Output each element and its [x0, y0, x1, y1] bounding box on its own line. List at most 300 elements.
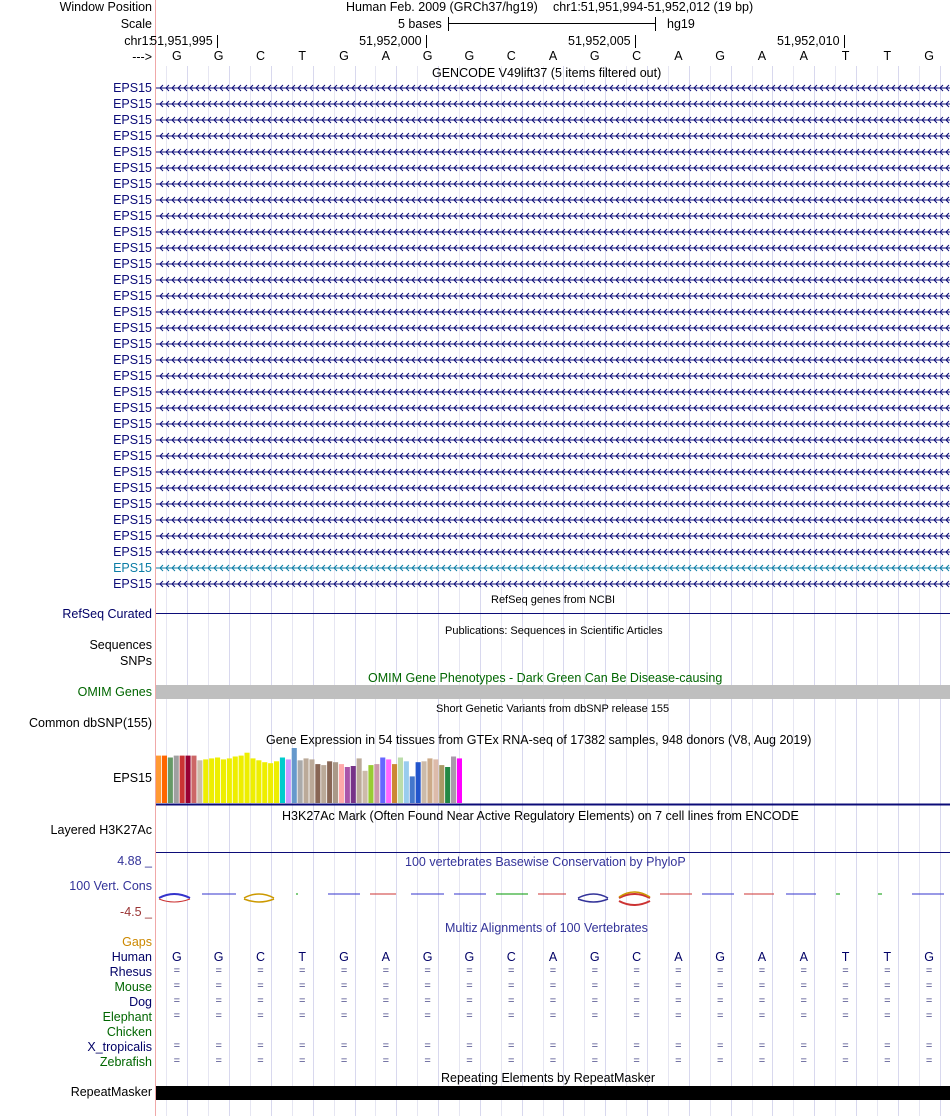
base-letter: A	[548, 49, 558, 63]
phylop-marks	[159, 892, 944, 905]
refseq-label[interactable]: RefSeq Curated	[62, 607, 152, 621]
gtex-tissue-bar	[209, 758, 214, 803]
gencode-gene-line[interactable]	[156, 515, 950, 525]
base-letter: T	[298, 49, 307, 63]
alignment-base: =	[884, 1055, 891, 1067]
base-letter: G	[339, 49, 349, 63]
repeatmasker-bar[interactable]	[156, 1086, 950, 1100]
phylop-signal[interactable]	[156, 885, 950, 911]
gencode-gene-label[interactable]: EPS15	[113, 321, 152, 335]
alignment-base: =	[299, 1055, 306, 1067]
alignment-base: =	[591, 1040, 598, 1052]
base-letter: A	[799, 49, 808, 63]
gtex-tissue-bar	[250, 758, 255, 803]
gencode-gene-line[interactable]	[156, 483, 950, 493]
gencode-gene-label[interactable]: EPS15	[113, 177, 152, 191]
alignment-base: =	[925, 995, 933, 1007]
alignment-base: =	[633, 1055, 640, 1067]
gtex-tissue-bar	[262, 762, 267, 803]
alignment-base: G	[213, 950, 224, 964]
base-letter: C	[632, 49, 642, 63]
gencode-gene-line[interactable]	[156, 291, 950, 301]
alignment-base: =	[299, 1010, 306, 1022]
omim-label[interactable]: OMIM Genes	[77, 685, 152, 699]
window-position-label: Window Position	[59, 0, 152, 14]
strand-label: --->	[132, 50, 152, 64]
gtex-tissue-bar	[233, 757, 238, 804]
gencode-gene-label[interactable]: EPS15	[113, 561, 152, 575]
h3k27ac-baseline	[156, 852, 950, 853]
alignment-base: =	[842, 965, 849, 977]
gtex-tissue-bar	[422, 761, 427, 803]
base-letter: C	[255, 49, 265, 63]
gencode-gene-line[interactable]	[156, 499, 950, 509]
dbsnp-label[interactable]: Common dbSNP(155)	[29, 716, 152, 730]
alignment-base: =	[675, 980, 682, 992]
repeatmasker-title: Repeating Elements by RepeatMasker	[441, 1071, 656, 1085]
gencode-gene-label[interactable]: EPS15	[113, 273, 152, 287]
gencode-gene-line[interactable]	[156, 275, 950, 285]
gencode-gene-label[interactable]: EPS15	[113, 305, 152, 319]
alignment-base: =	[382, 1040, 390, 1052]
gtex-tissue-bar	[215, 758, 220, 804]
gencode-gene-line[interactable]	[156, 131, 950, 141]
gtex-tissue-bar	[197, 760, 202, 803]
alignment-base: =	[591, 1055, 598, 1067]
alignment-base: =	[257, 1055, 264, 1067]
alignment-base: =	[466, 1010, 473, 1022]
alignment-base: C	[506, 950, 516, 964]
alignment-base: =	[716, 965, 724, 977]
gtex-tissue-bar	[221, 759, 226, 803]
alignment-base: =	[884, 980, 891, 992]
species-label[interactable]: Dog	[129, 995, 152, 1009]
alignment-base: =	[800, 980, 807, 992]
phylop-hump-4	[619, 894, 650, 905]
position-tick-mark	[217, 35, 218, 48]
gtex-tissue-bar	[156, 756, 161, 803]
gtex-tissue-bar	[386, 759, 391, 803]
gtex-bar-chart[interactable]	[156, 748, 950, 806]
gtex-tissue-bar	[191, 756, 196, 803]
alignment-base: =	[758, 980, 766, 992]
gencode-gene-label[interactable]: EPS15	[113, 513, 152, 527]
alignment-base: G	[172, 950, 182, 964]
alignment-base: A	[757, 950, 767, 964]
alignment-base: =	[299, 1040, 306, 1052]
alignment-base: =	[884, 1040, 891, 1052]
gencode-gene-label[interactable]: EPS15	[113, 433, 152, 447]
gencode-gene-label[interactable]: EPS15	[113, 209, 152, 223]
gtex-tissue-bar	[245, 753, 250, 803]
gencode-gene-label[interactable]: EPS15	[113, 161, 152, 175]
gtex-tissue-bar	[274, 761, 279, 803]
base-letter: G	[715, 49, 726, 63]
gencode-gene-label[interactable]: EPS15	[113, 481, 152, 495]
alignment-base: G	[464, 950, 475, 964]
alignment-base: =	[675, 965, 682, 977]
omim-gene-bar[interactable]	[156, 685, 950, 699]
alignment-base: =	[299, 965, 306, 977]
alignment-base: =	[466, 1040, 473, 1052]
alignment-base: =	[215, 1055, 222, 1067]
gaps-label[interactable]: Gaps	[122, 935, 152, 949]
alignment-base: =	[340, 1055, 348, 1067]
alignment-base: =	[215, 995, 222, 1007]
alignment-base: =	[591, 980, 598, 992]
alignment-base: G	[422, 950, 433, 964]
alignment-base: =	[884, 995, 891, 1007]
alignment-base: =	[424, 995, 431, 1007]
gtex-tissue-bar	[304, 758, 309, 803]
species-label[interactable]: X_tropicalis	[87, 1040, 152, 1054]
gencode-gene-line[interactable]	[156, 387, 950, 397]
alignment-base: =	[466, 1055, 473, 1067]
gtex-tissue-bar	[433, 759, 438, 803]
alignment-base: =	[633, 980, 640, 992]
alignment-base: =	[173, 1040, 181, 1052]
species-label[interactable]: Zebrafish	[99, 1055, 152, 1069]
species-label[interactable]: Rhesus	[109, 965, 152, 979]
alignment-base: =	[549, 1055, 557, 1067]
base-letter: A	[757, 49, 767, 63]
phylop-hump-1-under	[159, 899, 190, 902]
position-tick-label: 51,951,995	[150, 34, 213, 48]
alignment-base: T	[298, 950, 307, 964]
alignment-base: =	[675, 1010, 682, 1022]
alignment-base: =	[758, 965, 766, 977]
gtex-tissue-bar	[398, 758, 403, 804]
gencode-gene-label[interactable]: EPS15	[113, 337, 152, 351]
gencode-gene-label[interactable]: EPS15	[113, 113, 152, 127]
alignment-base: =	[633, 995, 640, 1007]
gtex-tissue-bar	[186, 756, 191, 803]
alignment-base: =	[716, 995, 724, 1007]
species-label[interactable]: Mouse	[114, 980, 152, 994]
gencode-gene-line[interactable]	[156, 227, 950, 237]
alignment-base: =	[633, 1010, 640, 1022]
gencode-gene-line[interactable]	[156, 99, 950, 109]
alignment-base: =	[507, 1040, 515, 1052]
alignment-base: =	[549, 1010, 557, 1022]
alignment-base: =	[842, 1055, 849, 1067]
gtex-tissue-bar	[321, 765, 326, 803]
gencode-title[interactable]: GENCODE V49lift37 (5 items filtered out)	[432, 66, 662, 80]
alignment-base: =	[424, 980, 431, 992]
gencode-gene-label[interactable]: EPS15	[113, 401, 152, 415]
alignment-base: =	[884, 1010, 891, 1022]
gtex-tissue-bar	[256, 760, 261, 803]
base-letter: G	[213, 49, 224, 63]
alignment-base: =	[800, 1055, 807, 1067]
gtex-tissue-bar	[239, 756, 244, 803]
gencode-gene-line[interactable]	[156, 195, 950, 205]
omim-title: OMIM Gene Phenotypes - Dark Green Can Be Disease-causing	[368, 671, 723, 685]
gtex-tissue-bar	[439, 765, 444, 803]
phylop-max: 4.88 _	[117, 854, 152, 868]
alignment-base: =	[591, 995, 598, 1007]
alignment-base: =	[466, 980, 473, 992]
alignment-base: G	[924, 950, 934, 964]
alignment-base: =	[340, 980, 348, 992]
species-label[interactable]: Human	[111, 950, 152, 964]
gencode-gene-line[interactable]	[156, 339, 950, 349]
gtex-tissue-bar	[162, 756, 167, 803]
alignment-base: =	[675, 995, 682, 1007]
alignment-base: =	[925, 1055, 933, 1067]
alignment-base: =	[716, 980, 724, 992]
position-tick-mark	[844, 35, 845, 48]
chrom-label: chr1:	[124, 34, 152, 48]
alignment-base: =	[507, 1010, 515, 1022]
gencode-gene-line[interactable]	[156, 211, 950, 221]
alignment-base: =	[549, 995, 557, 1007]
gtex-tissue-bar	[315, 764, 320, 803]
publications-title: Publications: Sequences in Scientific Articles	[445, 625, 663, 637]
gencode-gene-label[interactable]: EPS15	[113, 465, 152, 479]
alignment-base: =	[507, 995, 515, 1007]
alignment-base: =	[716, 1010, 724, 1022]
gtex-tissue-bar	[286, 759, 291, 803]
alignment-base: G	[339, 950, 349, 964]
gtex-tissue-bar	[351, 766, 356, 803]
phylop-hump-1	[159, 894, 190, 898]
gtex-tissue-bar	[392, 764, 397, 803]
alignment-base: =	[257, 1010, 264, 1022]
gencode-gene-label[interactable]: EPS15	[113, 257, 152, 271]
gencode-gene-label[interactable]: EPS15	[113, 385, 152, 399]
alignment-base: =	[424, 1040, 431, 1052]
gencode-gene-line[interactable]	[156, 563, 950, 573]
alignment-base: =	[257, 995, 264, 1007]
gencode-gene-label[interactable]: EPS15	[113, 225, 152, 239]
scale-label: Scale	[120, 17, 152, 31]
alignment-base: =	[215, 1040, 222, 1052]
alignment-base: =	[549, 980, 557, 992]
refseq-gene-line[interactable]	[156, 613, 950, 614]
alignment-base: =	[716, 1055, 724, 1067]
gtex-tissue-bar	[298, 760, 303, 803]
gtex-tissue-bar	[363, 771, 368, 803]
alignment-base: =	[382, 995, 390, 1007]
alignment-base: =	[173, 995, 181, 1007]
gtex-tissue-bar	[404, 761, 409, 803]
gencode-gene-line[interactable]	[156, 547, 950, 557]
base-letter: G	[589, 49, 600, 63]
alignment-base: =	[633, 965, 640, 977]
alignment-base: =	[842, 995, 849, 1007]
h3k27ac-label[interactable]: Layered H3K27Ac	[50, 823, 152, 837]
repeatmasker-label[interactable]: RepeatMasker	[70, 1085, 152, 1099]
alignment-base: A	[674, 950, 683, 964]
assembly-text: Human Feb. 2009 (GRCh37/hg19)	[346, 0, 538, 14]
alignment-base: =	[591, 1010, 598, 1022]
scale-db: hg19	[667, 17, 695, 31]
base-letter: G	[172, 49, 182, 63]
phylop-label[interactable]: 100 Vert. Cons	[69, 879, 152, 893]
alignment-base: =	[340, 1040, 348, 1052]
alignment-base: =	[215, 965, 222, 977]
position-tick-mark	[426, 35, 427, 48]
phylop-hump-3	[578, 894, 608, 902]
sequences-label[interactable]: Sequences	[89, 638, 152, 652]
gencode-gene-label[interactable]: EPS15	[113, 97, 152, 111]
base-letter: A	[674, 49, 683, 63]
gencode-gene-line[interactable]	[156, 403, 950, 413]
gtex-tissue-bar	[380, 758, 385, 804]
gtex-tissue-bar	[309, 759, 314, 803]
alignment-base: =	[382, 1010, 390, 1022]
alignment-base: =	[299, 995, 306, 1007]
base-letter: G	[422, 49, 433, 63]
alignment-base: =	[925, 980, 933, 992]
position-text[interactable]: chr1:51,951,994-51,952,012 (19 bp)	[553, 0, 754, 14]
gtex-tissue-bar	[327, 761, 332, 803]
alignment-base: =	[382, 980, 390, 992]
gencode-gene-label[interactable]: EPS15	[113, 353, 152, 367]
base-letter: G	[924, 49, 934, 63]
gencode-gene-line[interactable]	[156, 83, 950, 93]
gtex-tissue-bar	[180, 756, 185, 803]
alignment-base: =	[842, 1040, 849, 1052]
gencode-gene-line[interactable]	[156, 323, 950, 333]
alignment-base: =	[842, 1010, 849, 1022]
snps-label[interactable]: SNPs	[120, 654, 152, 668]
gtex-tissue-bar	[268, 763, 273, 803]
dbsnp-title: Short Genetic Variants from dbSNP release 155	[436, 703, 670, 715]
alignment-base: =	[758, 1040, 766, 1052]
gencode-gene-line[interactable]	[156, 531, 950, 541]
alignment-base: =	[758, 995, 766, 1007]
gencode-gene-label[interactable]: EPS15	[113, 145, 152, 159]
alignment-base: G	[715, 950, 726, 964]
alignment-base: =	[340, 965, 348, 977]
alignment-base: G	[589, 950, 600, 964]
alignment-base: =	[716, 1040, 724, 1052]
alignment-base: =	[758, 1055, 766, 1067]
alignment-base: T	[841, 950, 850, 964]
alignment-base: =	[925, 965, 933, 977]
gencode-gene-label[interactable]: EPS15	[113, 289, 152, 303]
alignment-base: =	[507, 980, 515, 992]
alignment-base: A	[799, 950, 808, 964]
gtex-tissue-bar	[203, 759, 208, 803]
gtex-tissue-bar	[292, 748, 297, 803]
alignment-base: =	[507, 965, 515, 977]
gencode-gene-label[interactable]: EPS15	[113, 529, 152, 543]
refseq-title: RefSeq genes from NCBI	[491, 594, 616, 606]
species-label[interactable]: Elephant	[102, 1010, 152, 1024]
gencode-gene-line[interactable]	[156, 355, 950, 365]
gencode-gene-line[interactable]	[156, 419, 950, 429]
gencode-gene-line[interactable]	[156, 163, 950, 173]
gtex-label[interactable]: EPS15	[113, 771, 152, 785]
alignment-base: =	[633, 1040, 640, 1052]
multiz-title: Multiz Alignments of 100 Vertebrates	[445, 921, 648, 935]
gencode-gene-label[interactable]: EPS15	[113, 129, 152, 143]
gtex-tissue-bar	[410, 776, 415, 803]
alignment-base: =	[215, 980, 222, 992]
alignment-base: =	[591, 965, 598, 977]
h3k27ac-title: H3K27Ac Mark (Often Found Near Active Regulatory Elements) on 7 cell lines from ENCODE	[282, 809, 799, 823]
position-tick-label: 51,952,010	[776, 34, 840, 48]
alignment-base: =	[340, 1010, 348, 1022]
alignment-base: =	[424, 1055, 431, 1067]
alignment-base: =	[299, 980, 306, 992]
gencode-gene-line[interactable]	[156, 243, 950, 253]
alignment-base: =	[925, 1040, 933, 1052]
position-tick-label: 51,952,005	[568, 34, 631, 48]
gtex-tissue-bar	[333, 762, 338, 803]
gencode-gene-line[interactable]	[156, 467, 950, 477]
gencode-gene-line[interactable]	[156, 259, 950, 269]
gtex-tissue-bar	[345, 767, 350, 803]
gencode-gene-line[interactable]	[156, 115, 950, 125]
phylop-min: -4.5 _	[120, 905, 152, 919]
alignment-base: =	[800, 1010, 807, 1022]
alignment-base: =	[800, 995, 807, 1007]
gencode-gene-line[interactable]	[156, 579, 950, 589]
gencode-gene-label[interactable]: EPS15	[113, 545, 152, 559]
gtex-tissue-bar	[445, 767, 450, 803]
alignment-base: =	[758, 1010, 766, 1022]
alignment-base: =	[842, 980, 849, 992]
base-letter: C	[506, 49, 516, 63]
gencode-gene-line[interactable]	[156, 451, 950, 461]
gencode-gene-line[interactable]	[156, 371, 950, 381]
alignment-base: =	[215, 1010, 222, 1022]
alignment-base: =	[925, 1010, 933, 1022]
scale-text: 5 bases	[398, 17, 442, 31]
alignment-base: =	[257, 965, 264, 977]
alignment-base: =	[257, 980, 264, 992]
alignment-base: =	[549, 965, 557, 977]
gencode-gene-label[interactable]: EPS15	[113, 193, 152, 207]
base-letter: T	[883, 49, 892, 63]
alignment-base: =	[340, 995, 348, 1007]
gencode-gene-line[interactable]	[156, 307, 950, 317]
alignment-base: =	[549, 1040, 557, 1052]
alignment-base: =	[173, 980, 181, 992]
species-label[interactable]: Chicken	[106, 1025, 152, 1039]
gtex-tissue-bar	[457, 758, 462, 803]
gencode-gene-label[interactable]: EPS15	[113, 81, 152, 95]
gencode-gene-line[interactable]	[156, 179, 950, 189]
gencode-gene-label[interactable]: EPS15	[113, 449, 152, 463]
gtex-tissue-bar	[168, 758, 173, 804]
base-letter: T	[841, 49, 850, 63]
position-tick-label: 51,952,000	[359, 34, 422, 48]
alignment-base: =	[424, 1010, 431, 1022]
gencode-gene-label[interactable]: EPS15	[113, 369, 152, 383]
phylop-title: 100 vertebrates Basewise Conservation by PhyloP	[405, 855, 686, 869]
gencode-gene-label[interactable]: EPS15	[113, 497, 152, 511]
gtex-title: Gene Expression in 54 tissues from GTEx RNA-seq of 17382 samples, 948 donors (V8, Aug 2019)	[266, 733, 812, 747]
alignment-base: =	[424, 965, 431, 977]
alignment-base: =	[466, 995, 473, 1007]
gencode-gene-line[interactable]	[156, 435, 950, 445]
alignment-base: =	[800, 965, 807, 977]
gencode-gene-label[interactable]: EPS15	[113, 417, 152, 431]
alignment-base: =	[800, 1040, 807, 1052]
gencode-gene-label[interactable]: EPS15	[113, 241, 152, 255]
gencode-gene-line[interactable]	[156, 147, 950, 157]
alignment-base: =	[173, 1055, 181, 1067]
gencode-gene-label[interactable]: EPS15	[113, 577, 152, 591]
alignment-base: =	[382, 1055, 390, 1067]
gtex-tissue-bar	[227, 758, 232, 803]
alignment-base: A	[381, 950, 390, 964]
